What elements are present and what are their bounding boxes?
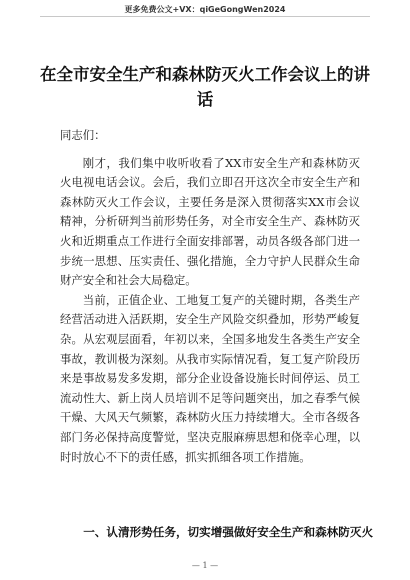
paragraph-2: 当前，正值企业、工地复工复产的关键时期，各类生产经营活动进入活跃期，安全生产风险交织叠加，形势严峻复杂。从宏观层面看，年初以来，全国多地发生各类生产安全事故，教训极为深刻。从我市实际情况看，复工复产阶段历来是事故易发多发期，部分企业设备设施长时间停运、员工流动性大、新上岗人员培训不足等问题突出，加之春季气候干燥、大风天气频繁，森林防火压力持续增大。全市各级各部门务必保持高度警觉，坚决克服麻痹思想和侥幸心理，以时时放心不下的责任感，抓实抓细各项工作措施。 <box>60 292 360 464</box>
page-header: 更多免费公文+VX：qiGeGongWen2024 <box>124 5 286 14</box>
section-heading-1: 一、认清形势任务，切实增强做好安全生产和森林防灭火 <box>83 525 374 539</box>
header-divider <box>40 16 370 17</box>
paragraph-1: 刚才，我们集中收听收看了XX市安全生产和森林防灭火电视电话会议。会后，我们立即召开这次全市安全生产和森林防灭火工作会议，主要任务是深入贯彻落实XX市会议精神，分析研判当前形势任务，对全市安全生产、森林防灭火和近期重点工作进行全面安排部署，动员各级各部门进一步统一思想、压实责任、强化措施，全力守护人民群众生命财产安全和社会大局稳定。 <box>60 155 360 288</box>
greeting: 同志们： <box>60 128 106 142</box>
document-title: 在全市安全生产和森林防灭火工作会议上的讲话 <box>40 65 370 109</box>
document-body <box>60 126 360 467</box>
page-number: — 1 — <box>191 561 219 570</box>
